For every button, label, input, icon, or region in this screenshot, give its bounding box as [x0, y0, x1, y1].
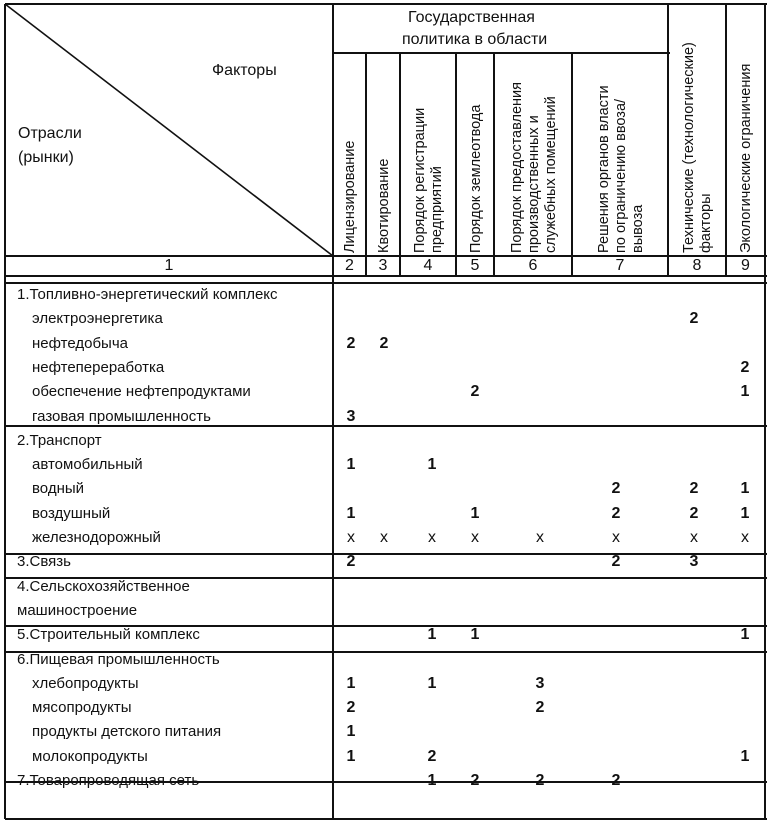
column-header-line: Решения органов власти: [595, 85, 612, 253]
cell-value: 2: [535, 772, 545, 789]
cell-value: 3: [689, 553, 699, 571]
section-label: 5.Строительный комплекс: [17, 626, 200, 644]
column-header-line: производственных и: [525, 115, 542, 253]
column-number: 5: [470, 257, 480, 274]
row-label: воздушный: [32, 504, 111, 522]
column-number: 1: [164, 257, 174, 274]
cell-value: 1: [346, 747, 356, 765]
cell-value: 2: [379, 334, 389, 352]
cell-value: 2: [611, 772, 621, 789]
cell-value: 2: [689, 504, 699, 522]
section-label: 3.Связь: [17, 553, 71, 571]
column-number: 2: [345, 257, 354, 274]
row-label: продукты детского питания: [32, 723, 222, 741]
column-header-line: вывоза: [629, 204, 646, 253]
column-header-line: служебных помещений: [542, 96, 559, 253]
cell-value: 2: [346, 334, 356, 352]
column-number: 3: [378, 257, 388, 274]
column-number: 9: [741, 257, 750, 274]
cell-value: 1: [346, 674, 356, 692]
cell-value: x: [380, 529, 388, 546]
cell-value: 2: [611, 480, 621, 498]
cell-value: x: [347, 529, 355, 546]
row-label: газовая промышленность: [32, 407, 211, 425]
cell-value: 2: [535, 699, 545, 717]
column-header-line: Экологические ограничения: [738, 63, 754, 253]
cell-value: x: [612, 529, 620, 546]
column-number: 6: [528, 257, 538, 274]
row-label: мясопродукты: [32, 699, 132, 717]
column-number: 7: [615, 257, 625, 274]
section-label: 2.Транспорт: [17, 431, 102, 449]
cell-value: 2: [346, 553, 356, 571]
cell-value: 1: [427, 674, 437, 692]
cell-value: 1: [427, 626, 437, 644]
group-header-title: Государственная: [408, 9, 535, 26]
row-label: автомобильный: [32, 456, 143, 474]
cell-value: 2: [611, 553, 621, 571]
column-header-line: Лицензирование: [342, 140, 358, 253]
row-label: нефтедобыча: [32, 334, 128, 352]
cell-value: 2: [346, 699, 356, 717]
column-header-4: [412, 55, 446, 253]
column-header-2: [342, 55, 359, 253]
column-header-line: Порядок землеотвода: [467, 104, 484, 253]
column-header-line: Квотирование: [375, 158, 392, 253]
cell-value: 1: [427, 772, 437, 789]
corner-factors-label: Факторы: [212, 62, 277, 79]
cell-value: 2: [689, 480, 699, 498]
row-label: молокопродукты: [32, 747, 148, 765]
cell-value: 1: [346, 456, 356, 474]
corner-sectors-label: (рынки): [18, 149, 74, 166]
column-header-line: факторы: [698, 193, 714, 253]
cell-value: 1: [427, 456, 437, 474]
cell-value: 3: [346, 407, 356, 425]
cell-value: 1: [740, 383, 750, 401]
cell-value: 2: [740, 358, 750, 376]
row-label: железнодорожный: [32, 529, 161, 546]
cell-value: 3: [535, 674, 545, 692]
cell-value: 1: [470, 504, 480, 522]
cell-value: x: [741, 529, 749, 546]
cell-value: 2: [689, 310, 699, 328]
section-label: 7.Товаропроводящая сеть: [17, 772, 200, 789]
row-label: электроэнергетика: [32, 310, 163, 328]
cell-value: 2: [611, 504, 621, 522]
column-header-line: Порядок предоставления: [508, 82, 525, 253]
row-label: машиностроение: [17, 601, 138, 619]
cell-value: x: [471, 529, 479, 546]
column-header-6: [509, 55, 560, 253]
cell-value: 2: [470, 772, 480, 789]
column-number: 8: [692, 257, 702, 274]
cell-value: x: [536, 529, 544, 546]
cell-value: x: [690, 529, 698, 546]
cell-value: 2: [427, 747, 437, 765]
section-label: 4.Сельскохозяйственное: [17, 577, 190, 595]
cell-value: x: [428, 529, 436, 546]
cell-value: 1: [346, 723, 356, 741]
cell-value: 1: [740, 747, 750, 765]
section-label: 6.Пищевая промышленность: [17, 650, 220, 668]
corner-sectors-label: Отрасли: [18, 125, 82, 142]
column-header-5: [468, 55, 485, 253]
column-header-line: Технические (технологические): [681, 42, 697, 253]
row-label: водный: [32, 480, 85, 498]
cell-value: 1: [470, 626, 480, 644]
cell-value: 2: [470, 383, 480, 401]
column-header-line: Порядок регистрации: [412, 107, 428, 253]
row-label: обеспечение нефтепродуктами: [32, 383, 251, 401]
column-number: 4: [423, 257, 433, 274]
cell-value: 1: [740, 504, 750, 522]
cell-value: 1: [740, 626, 750, 644]
column-header-8: [681, 6, 715, 253]
column-header-line: предприятий: [429, 166, 445, 253]
column-header-9: [738, 6, 755, 253]
cell-value: 1: [346, 504, 356, 522]
cell-value: 1: [740, 480, 750, 498]
group-header-title: политика в области: [402, 31, 548, 48]
row-label: хлебопродукты: [32, 674, 139, 692]
row-label: нефтепереработка: [32, 358, 165, 376]
column-header-7: [596, 55, 647, 253]
column-header-line: по ограничению ввоза/: [612, 98, 629, 253]
column-header-3: [376, 55, 393, 253]
section-label: 1.Топливно-энергетический комплекс: [17, 286, 278, 303]
